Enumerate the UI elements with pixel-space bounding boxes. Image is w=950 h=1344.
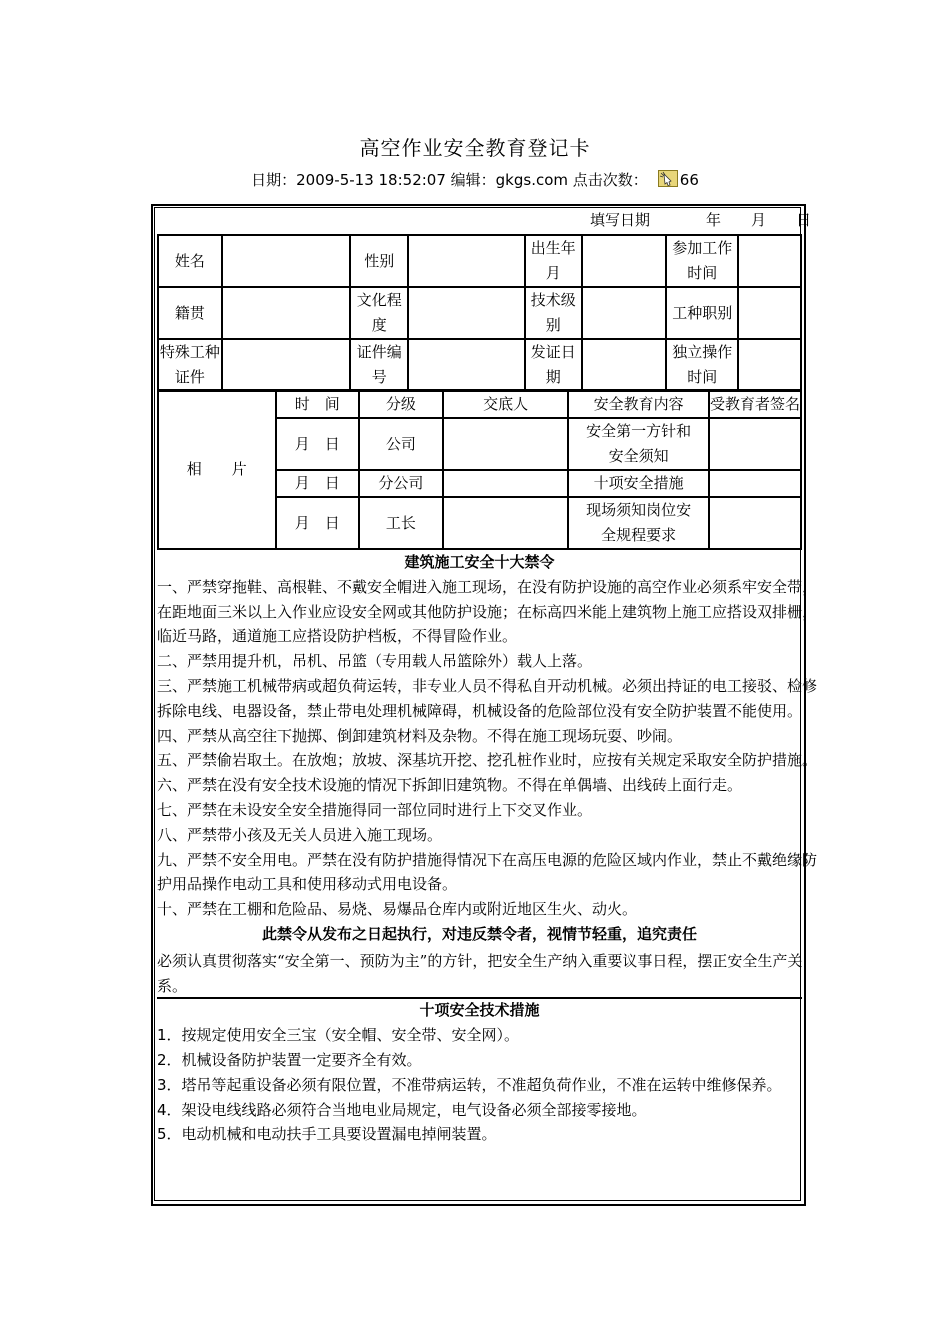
label-gender: 性别 <box>350 235 408 287</box>
header-time: 时 间 <box>276 390 359 418</box>
ban-item-6: 六、严禁在没有安全技术设施的情况下拆卸旧建筑物。不得在单偶墙、出线砖上面行走。 <box>157 776 743 795</box>
field-independent[interactable] <box>738 339 801 391</box>
label-native: 籍贯 <box>158 287 222 339</box>
measure-item-1 <box>157 1023 829 1048</box>
fill-date-day: 日 <box>796 211 812 229</box>
measure-text: 按规定使用安全三宝（安全帽、安全带、安全网）。 <box>181 1026 520 1045</box>
label-special-cert: 特殊工种证件 <box>158 339 222 391</box>
field-issue-date[interactable] <box>582 339 667 391</box>
label-job: 工种职别 <box>666 287 738 339</box>
ban-item-7: 七、严禁在未设安全安全措施得同一部位同时进行上下交叉作业。 <box>157 800 593 819</box>
label-birth: 出生年月 <box>525 235 582 287</box>
label-independent: 独立操作时间 <box>666 339 738 391</box>
header-briefer: 交底人 <box>443 390 569 418</box>
ban-item-9: 九、严禁不安全用电。严禁在没有防护措施得情况下在高压电源的危险区域内作业，禁止不戴绝缘防护用品操作电动工具和使用移动式用电设备。 <box>157 850 818 894</box>
label-name: 姓名 <box>158 235 222 287</box>
row2-briefer[interactable] <box>443 470 569 497</box>
ban-item-3: 三、严禁施工机械带病或超负荷运转，非专业人员不得私自开动机械。必须出持证的电工接驳、检修拆除电线、电器设备，禁止带电处理机械障碍，机械设备的危险部位没有安全防护装置不能使用。 <box>157 676 818 720</box>
field-tech-level[interactable] <box>582 287 667 339</box>
fill-date-row <box>590 210 811 230</box>
editor-label: 编辑： <box>445 171 496 189</box>
bans-title: 建筑施工安全十大禁令 <box>404 553 555 571</box>
row1-level: 公司 <box>359 418 443 470</box>
header-signature: 受教育者签名 <box>709 390 801 418</box>
fill-date-year: 年 <box>706 211 722 229</box>
clicks-label: 点击次数： <box>568 171 648 189</box>
measure-text: 电动机械和电动扶手工具要设置漏电掉闸装置。 <box>181 1125 497 1144</box>
measure-num: 2． <box>157 1050 182 1069</box>
editor-link[interactable]: gkgs.com <box>495 171 569 189</box>
field-special-cert[interactable] <box>222 339 351 391</box>
row2-content: 十项安全措施 <box>568 470 709 497</box>
fill-date-label: 填写日期 <box>590 211 651 229</box>
meta-line <box>0 170 950 190</box>
row3-level: 工长 <box>359 497 443 549</box>
measure-item-3 <box>157 1073 829 1098</box>
row2-level: 分公司 <box>359 470 443 497</box>
row3-content: 现场须知岗位安全规程要求 <box>568 497 709 549</box>
field-cert-no[interactable] <box>408 339 525 391</box>
measure-text: 塔吊等起重设备必须有限位置，不准带病运转，不准超负荷作业，不准在运转中维修保养。 <box>181 1075 782 1094</box>
measure-num: 3． <box>157 1075 182 1094</box>
row1-time: 月 日 <box>276 418 359 470</box>
date-label: 日期： <box>251 171 297 189</box>
label-education: 文化程度 <box>350 287 408 339</box>
row3-briefer[interactable] <box>443 497 569 549</box>
row1-signature[interactable] <box>709 418 801 470</box>
divider-bans-top <box>157 548 802 550</box>
measure-num: 1． <box>157 1026 182 1045</box>
card-body <box>157 550 829 1147</box>
ban-item-2: 二、严禁用提升机，吊机、吊篮（专用载人吊篮除外）载人上落。 <box>157 652 593 671</box>
measure-text: 架设电线线路必须符合当地电业局规定，电气设备必须全部接零接地。 <box>181 1100 647 1119</box>
education-table <box>157 389 802 550</box>
policy-text: 必须认真贯彻落实“安全第一、预防为主”的方针，把安全生产纳入重要议事日程，摆正安全生产关系。 <box>157 951 803 995</box>
date-value: 2009-5-13 18:52:07 <box>296 171 446 189</box>
measure-item-4 <box>157 1098 829 1123</box>
header-level: 分级 <box>359 390 443 418</box>
personal-info-table <box>157 234 802 392</box>
row3-signature[interactable] <box>709 497 801 549</box>
page-title: 高空作业安全教育登记卡 <box>359 136 591 160</box>
photo-cell: 相 片 <box>158 390 276 549</box>
row2-time: 月 日 <box>276 470 359 497</box>
label-issue-date: 发证日期 <box>525 339 582 391</box>
measure-num: 4． <box>157 1100 182 1119</box>
ban-item-8: 八、严禁带小孩及无关人员进入施工现场。 <box>157 825 443 844</box>
clicks-value: 66 <box>679 171 699 189</box>
header-content: 安全教育内容 <box>568 390 709 418</box>
measure-num: 5． <box>157 1125 182 1144</box>
field-gender[interactable] <box>408 235 525 287</box>
row2-signature[interactable] <box>709 470 801 497</box>
hit-counter-icon <box>658 170 678 187</box>
ban-item-5: 五、严禁偷岩取土。在放炮；放坡、深基坑开挖、挖孔桩作业时，应按有关规定采取安全防护措施。 <box>157 751 818 770</box>
ban-item-1: 一、严禁穿拖鞋、高根鞋、不戴安全帽进入施工现场，在没有防护设施的高空作业必须系牢安全带，在距地面三米以上入作业应设安全网或其他防护设施；在标高四米能上建筑物上施工应搭设双排栅，临近马路，通道施工应搭设防护档板，不得冒险作业。 <box>157 577 818 646</box>
field-work-start[interactable] <box>738 235 801 287</box>
measures-title: 十项安全技术措施 <box>419 1001 540 1020</box>
label-cert-no: 证件编号 <box>350 339 408 391</box>
ban-item-10: 十、严禁在工棚和危险品、易烧、易爆品仓库内或附近地区生火、动火。 <box>157 900 638 919</box>
field-job[interactable] <box>738 287 801 339</box>
label-work-start: 参加工作时间 <box>666 235 738 287</box>
row1-content: 安全第一方针和安全须知 <box>568 418 709 470</box>
row3-time: 月 日 <box>276 497 359 549</box>
field-birth[interactable] <box>582 235 667 287</box>
ban-item-4: 四、严禁从高空往下抛掷、倒卸建筑材料及杂物。不得在施工现场玩耍、吵闹。 <box>157 726 683 745</box>
row1-briefer[interactable] <box>443 418 569 470</box>
bans-closing: 此禁令从发布之日起执行，对违反禁令者，视情节轻重，追究责任 <box>261 924 697 943</box>
measure-item-5 <box>157 1122 829 1147</box>
divider-closing <box>157 997 802 999</box>
field-education[interactable] <box>408 287 525 339</box>
field-name[interactable] <box>222 235 351 287</box>
label-tech-level: 技术级别 <box>525 287 582 339</box>
measure-text: 机械设备防护装置一定要齐全有效。 <box>181 1050 422 1069</box>
field-native[interactable] <box>222 287 351 339</box>
fill-date-month: 月 <box>751 211 767 229</box>
measure-item-2 <box>157 1048 829 1073</box>
